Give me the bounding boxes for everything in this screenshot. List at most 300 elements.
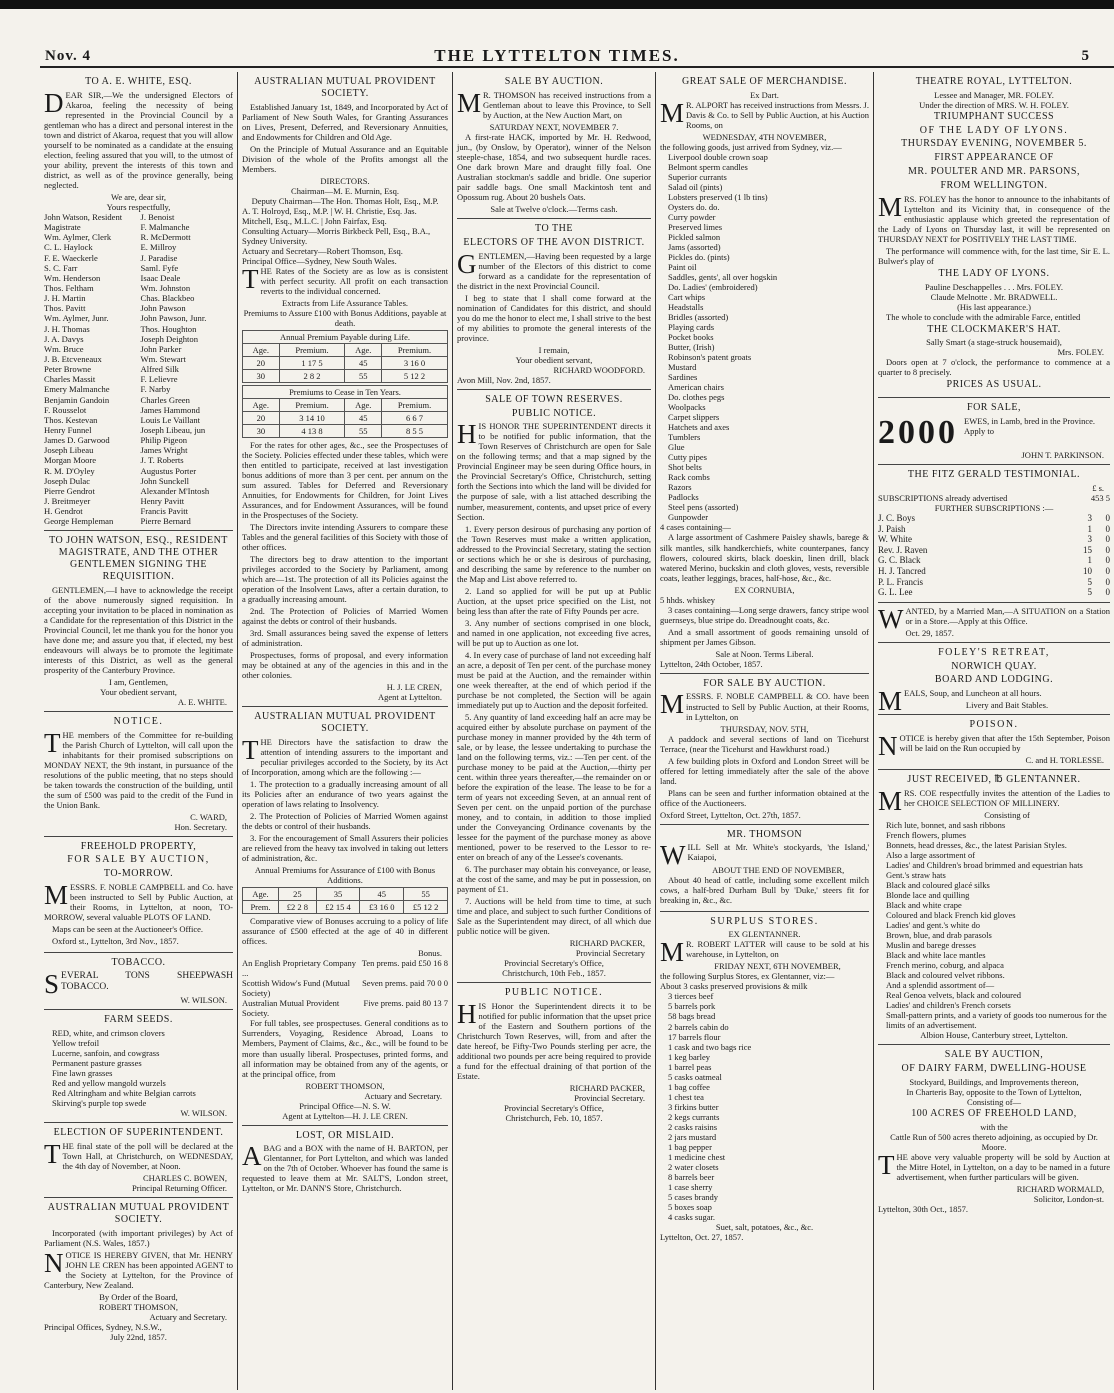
intro: the following Surplus Stores, ex Glentanner, viz:— — [660, 971, 835, 982]
ad-body: HIS Honor the Superintendent directs it to be notified for public information that the upset price of the Eastern and Southern portions of the Christchurch Town Reserves, will, from and after the date hereof, be Fifty-Two Pounds sterling per acre, the additional two pounds per acre being required to provide a fund for the effectual draining of that portion of the Estate. — [457, 999, 651, 1082]
table-cell: 4 13 8 — [279, 425, 345, 438]
public-notice — [457, 983, 651, 1127]
table-cell: 1 17 5 — [279, 356, 345, 369]
cases: 4 cases containing— — [660, 522, 731, 533]
amps-privileges — [242, 707, 448, 1125]
list-item: Rack combs — [668, 472, 710, 483]
signatory: C. L. Haylock — [44, 242, 93, 253]
list-item: Superior currants — [668, 171, 727, 182]
signatory: John Watson, Resident Magistrate — [44, 211, 123, 233]
sale-date: FRIDAY NEXT, 6TH NOVEMBER, — [714, 961, 841, 972]
ad-body: THE Directors have the satisfaction to draw the attention of intending assurers to the important and peculiar privileges accorded to the Society, by its Act of Incorporation, among which are the following :— — [242, 735, 448, 778]
sale-items: A first-rate HACK, imported by Mr. H. Redwood, jun., (by Onslow, by Operator), winner of the Nelson steeple-chase, 1854, and two subsequent hurdle races. One dark brown Mare and draught filly foal. One Australian stockman's saddle and bridle. One superior pair saddle bags. One small Mackintosh tent and Opossum rug. About 20 bushels Oats. — [457, 131, 651, 202]
table-cell: Age. — [243, 888, 279, 901]
list-item: Padlocks — [668, 492, 699, 503]
ad-body: WANTED, by a Married Man,—A SITUATION on a Station or in a Store.—Apply at this Office. — [878, 603, 1110, 634]
table-cell: 55 — [345, 369, 382, 382]
table-cell: 3 16 0 — [382, 356, 448, 369]
table-row — [243, 425, 448, 438]
list-item: Skirving's purple top swede — [52, 1098, 147, 1109]
ad-body: MESSRS. F. NOBLE CAMPBELL and Co. have been instructed to Sell by Public Auction, at their Rooms, in Lyttelton, at noon, TO-MORROW, several valuable PLOTS OF LAND. — [44, 880, 233, 923]
role: Hon. Secretary. — [174, 821, 227, 832]
signatory: Henry Pavitt — [140, 495, 185, 506]
list-item: Pickled salmon — [668, 232, 721, 243]
with: with the — [980, 1121, 1008, 1132]
col-premium: Premium. — [382, 399, 448, 412]
address: Albion House, Canterbury street, Lyttelton. — [920, 1030, 1068, 1041]
performers: MR. POULTER AND MR. PARSONS, — [908, 166, 1080, 178]
term: 1. Every person desirous of purchasing any portion of the Town Reserves must make a written application, addressed to the Provincial Secretary, stating the section or sections which he or she is desirous of purchasing, and describing the same by reference to the number on the Map and List above referred to. — [457, 523, 651, 584]
signatory: John Pawson, Junr. — [140, 313, 207, 324]
list-item: 2 kegs currants — [668, 1111, 720, 1122]
farce-cast: Sally Smart (a stage-struck housemaid), — [926, 337, 1062, 348]
list-item: 1 cask and two bags rice — [668, 1041, 752, 1052]
cast: Claude Melnotte . Mr. BRADWELL. — [930, 291, 1058, 302]
signatory: Thos. Feltham — [44, 282, 94, 293]
subscription-amount: 0 — [1105, 544, 1110, 555]
subscription-amount: 5 — [1087, 576, 1092, 587]
ex-items: 5 hhds. whiskey — [660, 594, 716, 605]
table-cell: 6 6 7 — [382, 412, 448, 425]
list-item: Liverpool double crown soap — [668, 151, 768, 162]
signatory: Alexander M'Intosh — [140, 485, 210, 496]
subscriber-name: P. L. Francis — [878, 576, 923, 587]
ad-body: EWES, in Lamb, bred in the Province. — [964, 416, 1096, 427]
office-row — [242, 998, 448, 1018]
col-age: Age. — [345, 343, 382, 356]
col-premium: Premium. — [382, 343, 448, 356]
list-item: Small-pattern prints, and a variety of goods too numerous for the limits of an advertisement. — [886, 1010, 1107, 1031]
ad-heading: THEATRE ROYAL, LYTTELTON. — [915, 76, 1073, 87]
signatory: R. M. D'Oyley — [44, 465, 95, 476]
avon-electors — [457, 219, 651, 390]
signatories — [44, 212, 233, 526]
signatory: Wm. Bruce — [44, 343, 84, 354]
bonus-label: Bonus. — [418, 948, 442, 959]
list-item: Lobsters preserved (1 lb tins) — [668, 191, 768, 202]
ad-sub: NORWICH QUAY. — [951, 660, 1037, 672]
ad-tail: Prospectuses, forms of proposal, and every information may be obtained at any of the agencies in this and in the other colonies. — [242, 650, 448, 681]
annual-note: Annual Premiums for Assurance of £100 with Bonus Additions. — [254, 865, 436, 886]
ad-heading: SURPLUS STORES. — [710, 915, 819, 927]
ewes-number: 2000 — [878, 416, 958, 451]
ad-sub: Incorporated (with important privileges) by Act of Parliament (N.S. Wales, 1857.) — [44, 1227, 233, 1248]
table-body — [243, 356, 448, 382]
signatory: Philip Pigeon — [140, 435, 188, 446]
farm-seeds — [44, 1010, 233, 1123]
list-item: 3 firkins butter — [668, 1101, 719, 1112]
signatory: Pierre Gendrot — [44, 485, 95, 496]
ad-sub: EX GLENTANNER. — [728, 929, 801, 940]
seeds-list — [44, 1028, 233, 1108]
prices: PRICES AS USUAL. — [946, 379, 1042, 391]
list-item: Curry powder — [668, 211, 716, 222]
bonus-premium-table — [242, 887, 448, 914]
table-cell: £5 12 2 — [404, 901, 448, 914]
subscription-amount: 0 — [1105, 565, 1110, 576]
ad-heading: TO-MORROW. — [103, 868, 174, 880]
list-item: Brown, blue, and drab parasols — [886, 930, 992, 941]
office-name: An English Proprietary Company ... — [242, 958, 357, 979]
list-item: Jams (assorted) — [668, 242, 721, 253]
signatory: J. Paradise — [140, 252, 178, 263]
ad-note: Maps can be seen at the Auctioneer's Office. — [52, 924, 204, 935]
signatory: James D. Garwood — [44, 435, 110, 446]
signatory: F. E. Waeckerle — [44, 252, 98, 263]
sale-date: SATURDAY NEXT, NOVEMBER 7. — [489, 121, 619, 132]
signatory: James Wright — [140, 445, 188, 456]
ex-cases: 3 cases containing—Long serge drawers, fancy stripe wool guernseys, blue stripe do. Dreadnought coats, &c. — [660, 604, 869, 625]
ad-heading: OF DAIRY FARM, DWELLING-HOUSE — [901, 1063, 1087, 1075]
ad-body: MESSRS. F. NOBLE CAMPBELL & CO. have been instructed to Sell by Public Auction, at their Rooms, in Lyttelton, on — [660, 689, 869, 722]
columns — [40, 72, 1114, 1390]
ad-body: HIS HONOR THE SUPERINTENDENT directs it to be notified for public information, that the Town Reserves of Christchurch are open for Sale on the following terms; and that a map signed by the Provincial Engineer may be seen during Office hours, in the Provincial Secretary's Office, Christchurch, setting forth the Sections into which the land will be divided for the purpose of sale, with a list attached describing the number, measurement, contents, and upset price of every Section. — [457, 419, 651, 522]
col-premium: Premium. — [279, 343, 345, 356]
signatory: John Sunckell — [140, 475, 189, 486]
list-item: 17 barrels flour — [668, 1031, 721, 1042]
ad-heading: GREAT SALE OF MERCHANDISE. — [681, 76, 848, 87]
signatory: John Pawson — [140, 303, 186, 314]
sale-date: ABOUT THE END OF NOVEMBER, — [712, 864, 845, 875]
office-row — [242, 978, 448, 998]
list-item: Cutty pipes — [668, 452, 707, 463]
closing: Your obedient servant, — [100, 686, 177, 697]
signature: RICHARD WORMALD, — [1016, 1183, 1104, 1194]
role: Principal Returning Officer. — [132, 1183, 227, 1194]
consisting: Consisting of— — [966, 1096, 1022, 1107]
list-item: Bonnets, head dresses, &c., the latest Parisian Styles. — [886, 839, 1067, 850]
list-item: 4 casks sugar. — [668, 1211, 715, 1222]
list-item: 2 barrels cabin do — [668, 1021, 729, 1032]
subscription-amount: 0 — [1105, 512, 1110, 523]
ad-heading: FOR SALE BY AUCTION. — [703, 677, 826, 689]
signatory: Francis Pavitt — [140, 506, 189, 517]
signature: A. E. WHITE. — [177, 696, 227, 707]
freehold-property — [44, 837, 233, 953]
office-name: Scottish Widow's Fund (Mutual Society) — [242, 978, 350, 999]
term: 5. Any quantity of land exceeding half an acre may be acquired either by absolute purchase on payment of the purchase money in manner provided by the 4th term of sale, or by lease, the lessee undertaking to purchase the land on the following terms, viz.: —Ten per cent. of the purchase money to be paid at the Auction,—thirty per cent. within three years thereafter,—the remainder on or before the expiration of the lease. The lease to be for a term of years not exceeding Seven, at an annual rent of Seven per cent. on the unpaid portion of the purchase money, and to contain, in addition to those implied under the Conveyancing Ordinance covenants by the lessee for the payment of the purchase money as above mentioned, power to be reserved to the Lessor to re-enter on breach of any of the Lessee's covenants. — [457, 711, 651, 863]
actuary: Actuary and Secretary—Robert Thomson, Esq. — [242, 245, 403, 256]
ad-heading: FARM SEEDS. — [104, 1014, 173, 1026]
list-item: Belmont sperm candles — [668, 161, 748, 172]
subscriber-name: W. White — [878, 534, 912, 545]
subscription-row — [878, 545, 1110, 556]
terms: Sale at Noon. Terms Liberal. — [715, 648, 814, 659]
term: 6. The purchaser may obtain his conveyance, or lease, at the cost of the same, and may be put in possession, on payment of £1. — [457, 864, 651, 895]
table-cell: 20 — [243, 412, 280, 425]
signature: ROBERT THOMSON, — [99, 1301, 178, 1312]
signatory: J. B. Etcveneaux — [44, 353, 102, 364]
subscription-amount: 0 — [1105, 555, 1110, 566]
subscription-row — [878, 534, 1110, 545]
foleys-retreat — [878, 643, 1110, 715]
signatory: Charles Green — [140, 394, 190, 405]
direction: Under the direction of MRS. W. H. FOLEY. — [919, 99, 1069, 110]
table-cell: 55 — [404, 888, 448, 901]
list-item: Muslin and barege dresses — [886, 940, 976, 951]
ad-body: THE members of the Committee for re-building the Parish Church of Lyttelton, will call upon the inhabitants for their promised subscriptions on MONDAY NEXT, the 9th instant, in pursuance of the resolutions of the public meeting, that no steps should be taken towards the construction of the building, until the sum of £500 was paid to the credit of the Fund in the Union Bank. — [44, 727, 233, 810]
subscription-amount: 3 — [1087, 534, 1092, 545]
list-item: 5 barrels pork — [668, 1001, 716, 1012]
signatory: Alfred Silk — [140, 364, 179, 375]
signatory: John Parker — [140, 343, 182, 354]
list-item: 8 barrels beer — [668, 1171, 715, 1182]
terms: Sale at Twelve o'clock.—Terms cash. — [490, 203, 618, 214]
ad-tail: And a small assortment of goods remaining unsold of shipment per James Gibson. — [660, 626, 869, 647]
ad-body: MR. THOMSON has received instructions from a Gentleman about to leave this Province, to Sell by Auction, at the New Auction Mart, on — [457, 87, 651, 120]
ad-body: GENTLEMEN,—I have to acknowledge the receipt of the above numerously signed requisition. In accepting your invitation to be placed in nomination as a Candidate for the representation of this District in the Provincial Council, let me thank you for the honor you have done me; and assure you that, if elected, my best endeavours will always be to promote the legitimate interests of this District, as well as the general prosperity of the Canterbury Province. — [44, 584, 233, 675]
signature: RICHARD PACKER, — [569, 938, 645, 949]
list-item: 3 tierces beef — [668, 991, 714, 1002]
signature: W. WILSON. — [180, 1108, 227, 1119]
list-item: 2 water closets — [668, 1161, 719, 1172]
subscriber-name: Rev. J. Raven — [878, 544, 928, 555]
office: Principal Offices, Sydney, N.S.W., — [44, 1321, 162, 1332]
closing: Yours respectfully, — [106, 201, 171, 212]
table-cell: 45 — [345, 356, 382, 369]
list-item: Ladies' and Children's broad brimmed and equestrian hats — [886, 859, 1083, 870]
doors: Doors open at 7 o'clock, the performance to commence at a quarter to 8 precisely. — [878, 357, 1110, 378]
consisting: Consisting of — [984, 809, 1030, 820]
play-heading: OF THE LADY OF LYONS. — [919, 124, 1069, 136]
ad-tail: For full tables, see prospectuses. General conditions as to Surrenders, Voyaging, Residence Abroad, Loans to Members, Payment of Claims, &c., &c., will be found to be more than usually liberal. Prospectuses, printed forms, and all information may be obtained from any of the agents, or at the principal office, from — [242, 1018, 448, 1079]
ad-tail: 3rd. Small assurances being saved the expense of letters of administration. — [242, 628, 448, 649]
ad-heading: SALE OF TOWN RESERVES. — [485, 393, 623, 405]
subscription-amount: 5 — [1087, 587, 1092, 598]
page-number: 5 — [1081, 48, 1089, 64]
term: 2. Land so applied for will be put up at Public Auction, at the upset price specified on the List, not being less than after the rate of Fifty Pounds per acre. — [457, 585, 651, 616]
table-cell: £2 15 4 — [316, 901, 360, 914]
list-item: Hatchets and axes — [668, 422, 730, 433]
ad-heading: FREEHOLD PROPERTY, — [80, 840, 197, 852]
signatory: Charles Massit — [44, 374, 96, 385]
column-5 — [873, 72, 1114, 1390]
table-cell: 25 — [278, 888, 316, 901]
directors: A. T. Holroyd, Esq., M.P. | W. H. Christie, Esq. Jas. Mitchell, Esq., M.L.C. | John Fairfax, Esq. — [242, 205, 417, 226]
list-item: 1 case sherry — [668, 1181, 713, 1192]
date: Lyttelton, 30th Oct., 1857. — [878, 1203, 968, 1214]
ad-body: NOTICE is hereby given that after the 15th September, Poison will be laid on the Run occupied by — [878, 731, 1110, 762]
signatory: R. McDermott — [140, 232, 191, 243]
list-item: 5 casks oatmeal — [668, 1071, 722, 1082]
place: In Charteris Bay, opposite to the Town of Lyttelton, — [906, 1086, 1082, 1097]
signatory: Wm. Johnston — [140, 282, 191, 293]
from: FROM WELLINGTON. — [940, 179, 1048, 191]
list-item: 1 bag pepper — [668, 1141, 712, 1152]
signatory: Thos. Kestevan — [44, 414, 98, 425]
date: Avon Mill, Nov. 2nd, 1857. — [457, 374, 551, 385]
ad-tail: For the rates for other ages, &c., see the Prospectuses of the Society. Policies effected under these tables, which were then entitled to participate, received at last investigation bonus additions of more than 3 per cent. per annum on the sum assured. Tables for Deferred and Reversionary Annuities, for Endowments for Children, for Joint Lives Assurances, and for Endowment Assurances, will be found in the Prospectuses of the Society. — [242, 440, 448, 521]
ad-sub: Stockyard, Buildings, and Improvements thereon, — [909, 1076, 1079, 1087]
signatories-left — [44, 212, 137, 526]
list-item: Robinson's patent groats — [668, 352, 752, 363]
order: By Order of the Board, — [99, 1291, 178, 1302]
role: Agent at Lyttelton. — [378, 692, 442, 703]
signatory: Isaac Deale — [140, 272, 181, 283]
akaroa-requisition — [44, 72, 233, 531]
lot: A paddock and several sections of land on Ticehurst Terrace, (near the Ticehurst and Hawkhurst road.) — [660, 733, 869, 754]
signatory: J. H. Thomas — [44, 323, 90, 334]
subscription-row — [878, 524, 1110, 535]
col-age: Age. — [243, 399, 280, 412]
table-cell: 2 8 2 — [279, 369, 345, 382]
consulting: Consulting Actuary—Morris Birkbeck Pell, Esq., B.A., Sydney University. — [242, 225, 431, 246]
table-cell: 5 12 2 — [382, 369, 448, 382]
closing: We are, dear sir, — [111, 191, 166, 202]
list-item: Black and coloured velvet ribbons. — [886, 970, 1005, 981]
poison-notice — [878, 715, 1110, 770]
subscription-amount: 0 — [1105, 534, 1110, 545]
list-item: Rich lute, bonnet, and sash ribbons — [886, 819, 1006, 830]
subscriber-name: G. L. Lee — [878, 587, 913, 598]
signatory: Thos. Pavitt — [44, 303, 86, 314]
ad-body: MRS. FOLEY has the honor to announce to the inhabitants of Lyttelton and its Vicinity that, in consequence of the enthusiastic applause which greeted the representation of the Lady of Lyons on Thursday last, it will be represented on THURSDAY NEXT for POSITIVELY THE LAST TIME. — [878, 191, 1110, 244]
ad-heading: SALE BY AUCTION, — [944, 1049, 1044, 1061]
signatory: J. H. Martin — [44, 293, 86, 304]
table-cell: 20 — [243, 356, 280, 369]
ad-heading: JUST RECEIVED, ℔ GLENTANNER. — [907, 774, 1081, 786]
list-item: Coloured and black French kid gloves — [886, 910, 1016, 921]
premium-table-life — [242, 330, 448, 383]
signatory: George Hempleman — [44, 516, 114, 527]
ad-heading: AUSTRALIAN MUTUAL PROVIDENT SOCIETY. — [254, 76, 436, 99]
ad-tail: About 40 head of cattle, including some excellent milch cows, a half-bred Durham Bull by 'Duke,' steers fit for breaking in, &c., &c. — [660, 874, 869, 905]
subscription-row — [878, 587, 1110, 598]
ad-heading: AUSTRALIAN MUTUAL PROVIDENT SOCIETY. — [47, 1202, 230, 1225]
reply-to-watson — [44, 531, 233, 711]
dateline: Oxford Street, Lyttelton, Oct. 27th, 1857. — [660, 809, 801, 820]
list-item: Playing cards — [668, 322, 715, 333]
subscriber-name: G. C. Black — [878, 555, 921, 566]
subscription-amount: 3 — [1087, 512, 1092, 523]
date: July 22nd, 1857. — [110, 1331, 167, 1342]
table-cell: £3 16 0 — [360, 901, 404, 914]
ad-body: SEVERAL TONS SHEEPWASH TOBACCO. — [44, 968, 233, 999]
performance-date: THURSDAY EVENING, NOVEMBER 5. — [901, 138, 1087, 150]
list-item: 1 chest tea — [668, 1091, 704, 1102]
about: About 3 casks preserved provisions & milk — [660, 981, 808, 992]
office-row — [242, 958, 448, 978]
surplus-stores — [660, 912, 869, 1246]
signatory: F. Narby — [140, 384, 171, 395]
dateline: Oxford st., Lyttelton, 3rd Nov., 1857. — [52, 936, 179, 947]
ad-tail: Suet, salt, potatoes, &c., &c. — [715, 1221, 814, 1232]
list-item: Black and white crape — [886, 900, 962, 911]
office: Provincial Secretary's Office, — [504, 958, 604, 969]
ad-body: NOTICE IS HEREBY GIVEN, that Mr. HENRY JOHN LE CREN has been appointed AGENT to the Society at Lyttelton, for the Province of Canterbury, New Zealand. — [44, 1247, 233, 1290]
signatory: Wm. Aylmer, Clerk — [44, 232, 112, 243]
subscription-row — [878, 513, 1110, 524]
table-cell: 45 — [345, 412, 382, 425]
list-item: Do. Ladies' (embroidered) — [668, 282, 758, 293]
term: 4. In every case of purchase of land not exceeding half an acre, a deposit of Ten per cent. of the purchase money must be paid at the Auction, and the remainder within one week thereafter, at the end of which period if the purchase be not completed, the Section will be again immediately put up to Auction and the deposit forfeited. — [457, 649, 651, 710]
goods-list — [660, 152, 869, 523]
ad-heading: SALE BY AUCTION. — [504, 76, 604, 87]
list-item: Bridles (assorted) — [668, 312, 729, 323]
subscription-amount: 15 — [1083, 544, 1092, 555]
signatory: Augustus Porter — [140, 465, 197, 476]
table-cell: 45 — [360, 888, 404, 901]
prems-row — [243, 901, 448, 914]
table-title: Annual Premium Payable during Life. — [243, 330, 448, 343]
ad-tail: 2nd. The Protection of Policies of Married Women against the debts or control of their husbands. — [242, 606, 448, 627]
ad-sub: Ex Dart. — [750, 89, 779, 100]
ad-heading: PUBLIC NOTICE. — [504, 987, 604, 999]
first-appearance: FIRST APPEARANCE OF — [934, 152, 1054, 164]
list-item: Permanent pasture grasses — [52, 1058, 142, 1069]
ad-heading: TO A. E. WHITE, ESQ. — [85, 76, 192, 87]
amps-agent-notice — [44, 1198, 233, 1346]
role: Actuary and Secretary. — [364, 1090, 442, 1101]
play-title: THE LADY OF LYONS. — [938, 267, 1050, 279]
list-item: 1 barrel peas — [668, 1061, 712, 1072]
ad-body: WILL Sell at Mr. White's stockyards, 'the Island,' Kaiapoi, — [660, 840, 869, 871]
list-item: Ladies' and gent.'s white do — [886, 920, 980, 931]
ad-heading: FOR SALE, — [967, 402, 1021, 414]
signatory: J. A. Davys — [44, 333, 84, 344]
church-notice — [44, 712, 233, 837]
ad-intro: Established January 1st, 1849, and Incorporated by Act of Parliament of New South Wales, for Granting Assurances on Lives, Present, Deferred, and Reversionary Annuities, and Endowments for Children and Old Age. — [242, 101, 448, 142]
list-item: Woolpacks — [668, 402, 706, 413]
extracts: Extracts from Life Assurance Tables. — [282, 297, 408, 308]
list-item: 1 keg barley — [668, 1051, 711, 1062]
signatory: Saml. Fyfe — [140, 262, 179, 273]
chairman: Chairman—M. E. Murnin, Esq. — [291, 185, 399, 196]
list-item: Pickles do. (pints) — [668, 252, 730, 263]
ad-heading: THE FITZ GERALD TESTIMONIAL. — [907, 469, 1081, 481]
term: 3. Any number of sections comprised in one block, and named in one application, not exceeding five acres, will be put up to Auction as one lot. — [457, 617, 651, 648]
for-sale-campbell — [660, 674, 869, 825]
list-item: 2 jars mustard — [668, 1131, 717, 1142]
subscription-row — [878, 566, 1110, 577]
directors-label: DIRECTORS. — [320, 175, 370, 186]
signature: JOHN T. PARKINSON. — [1021, 450, 1104, 461]
closing: Your obedient servant, — [515, 354, 593, 365]
col-age: Age. — [243, 343, 280, 356]
signatory: Benjamin Gandoin — [44, 394, 110, 405]
table-cell: £2 2 8 — [278, 901, 316, 914]
col-age: Age. — [345, 399, 382, 412]
signatory: Louis Le Vaillant — [140, 414, 201, 425]
signatory: Joseph Deighton — [140, 333, 199, 344]
comparative: Comparative view of Bonuses accruing to a policy of life assurance of £500 effected at the age of 40 in different offices. — [242, 916, 448, 947]
list-item: Sardines — [668, 372, 698, 383]
ad-heading: PUBLIC NOTICE. — [511, 407, 597, 419]
signature: W. WILSON. — [180, 995, 227, 1006]
subscriber-name: J. C. Boys — [878, 512, 916, 523]
ad-heading: ELECTORS OF THE AVON DISTRICT. — [463, 236, 645, 248]
list-item: Oysters do. do. — [668, 201, 720, 212]
apply: Apply to — [964, 426, 994, 437]
thomson-cattle — [660, 825, 869, 912]
ad-heading: FOLEY'S RETREAT, — [938, 646, 1050, 658]
list-item: 58 bags bread — [668, 1011, 716, 1022]
list-item: 5 boxes soap — [668, 1201, 712, 1212]
list-item: Black and white lace mantles — [886, 950, 986, 961]
intro: the following goods, just arrived from Sydney, viz.— — [660, 141, 842, 152]
signatory: F. Lelievre — [140, 374, 178, 385]
date: Christchurch, Feb. 10, 1857. — [505, 1113, 603, 1124]
subscription-row — [878, 555, 1110, 566]
table-cell: Prem. — [243, 901, 279, 914]
list-item: Salad oil (pints) — [668, 181, 723, 192]
signatories-right — [141, 212, 234, 526]
signatory: Thos. Houghton — [140, 323, 197, 334]
role: Provincial Secretary — [575, 948, 645, 959]
list-item: Razors — [668, 482, 692, 493]
signatory: Joseph Dulac — [44, 475, 91, 486]
lessee: Lessee and Manager, MR. FOLEY. — [934, 89, 1054, 100]
